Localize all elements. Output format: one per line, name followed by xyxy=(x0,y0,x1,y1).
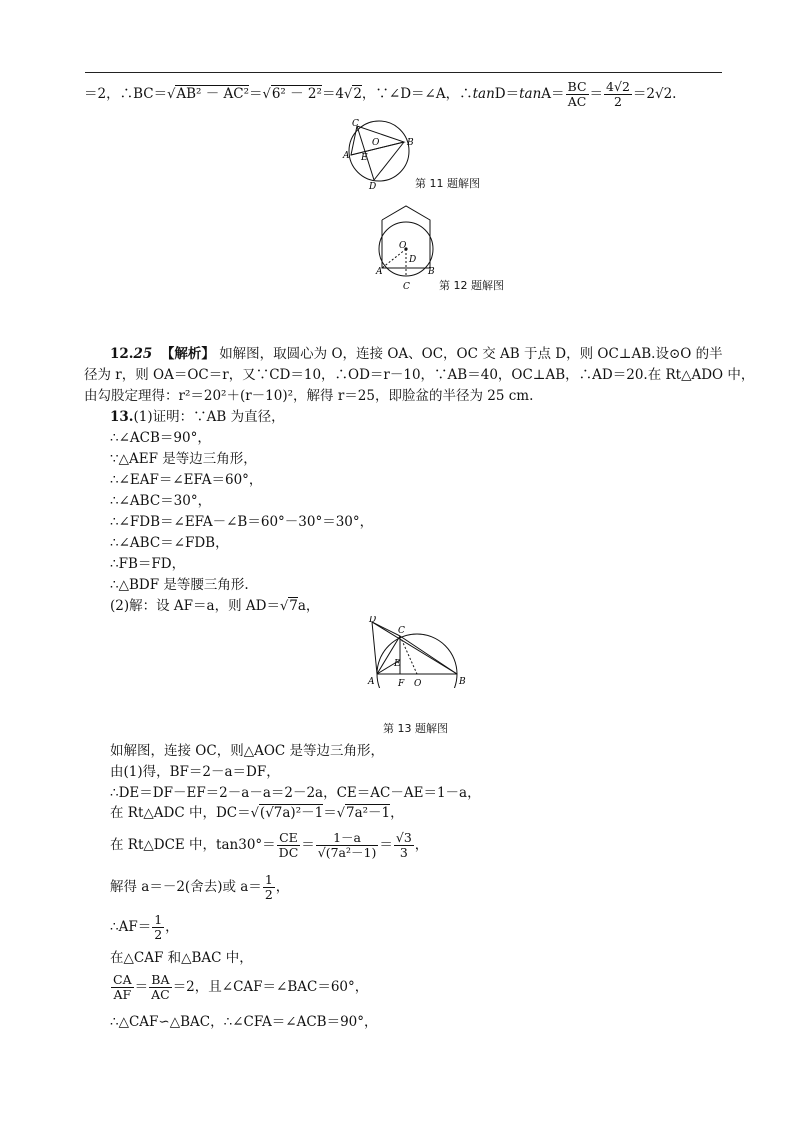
text: ＝ xyxy=(301,837,315,853)
text: ＝ xyxy=(249,86,263,102)
text: ， xyxy=(414,837,429,853)
fraction: $\frac{4√2}{2}$ xyxy=(606,79,630,109)
text: ， xyxy=(390,805,404,821)
proof-line: ∴∠ABC＝∠FDB， xyxy=(110,535,229,551)
proof-line: ∴∠ACB＝90°， xyxy=(110,430,211,446)
label-o: O xyxy=(399,241,407,251)
proof-line: ∴△BDF 是等腰三角形. xyxy=(110,577,249,593)
tan-text: tan xyxy=(472,86,495,102)
text: (2)解：设 AF＝a，则 AD＝ xyxy=(110,598,280,614)
proof-line: ∴∠FDB＝∠EFA－∠B＝60°－30°＝30°， xyxy=(110,514,374,530)
sqrt-sign: √ xyxy=(262,87,271,102)
q12-line-1 xyxy=(110,344,723,364)
text: ＝2，且∠CAF＝∠BAC＝60°， xyxy=(172,979,369,995)
sqrt-sign: √ xyxy=(167,87,176,102)
figure-13 xyxy=(364,616,470,688)
solution-line: 在△CAF 和△BAC 中， xyxy=(110,950,253,966)
q12-line-2: 径为 r，则 OA＝OC＝r，又∵CD＝10，∴OD＝r－10，∵AB＝40，OC⊥AB，∴AD＝20.在 Rt△ADO 中， xyxy=(84,367,755,383)
fraction: $\frac{√3}{3}$ xyxy=(395,830,412,860)
q13-part2-head: (2)解：设 AF＝a，则 AD＝√7a， xyxy=(110,598,320,614)
sqrt-body: AB² － AC² xyxy=(176,86,250,102)
text: ＝2，∴BC＝ xyxy=(84,86,168,102)
text: ∴AF＝ xyxy=(110,919,152,935)
sqrt-body: 7a²－1 xyxy=(346,805,391,821)
proof-line: ∴∠EAF＝∠EFA＝60°， xyxy=(110,472,263,488)
text: ＝2√2. xyxy=(632,86,677,102)
answer: 25 xyxy=(133,346,153,362)
text: 在 Rt△ADC 中，DC＝ xyxy=(110,805,251,821)
tan-text: tan xyxy=(519,86,542,102)
question-number: 13. xyxy=(110,409,134,425)
header-rule xyxy=(85,72,722,73)
figure-11-caption: 第 11 题解图 xyxy=(415,177,480,190)
figure-13-caption: 第 13 题解图 xyxy=(383,722,448,735)
solution-line: 如解图，连接 OC，则△AOC 是等边三角形， xyxy=(110,743,385,759)
text: ＝ xyxy=(379,837,393,853)
text: ， xyxy=(165,919,179,935)
figure-12-caption: 第 12 题解图 xyxy=(439,279,504,292)
figure-12 xyxy=(372,202,438,292)
label-d: D xyxy=(369,616,377,625)
fraction: $\frac{CE}{DC}$ xyxy=(278,830,299,860)
label-c: C xyxy=(352,119,359,129)
text: ＝4 xyxy=(321,86,345,102)
solution-line-solve xyxy=(110,872,289,902)
label-c: C xyxy=(403,282,410,292)
fraction: $\frac{1-a}{\text{√(7a²－1)}}$ xyxy=(317,830,377,860)
label-b: B xyxy=(459,677,466,687)
label-a: A xyxy=(376,267,383,277)
line-da xyxy=(372,622,377,674)
label-d: D xyxy=(409,255,417,265)
q13-head xyxy=(110,407,285,427)
label-e: E xyxy=(361,153,368,163)
proof-line: ∵△AEF 是等边三角形， xyxy=(110,451,257,467)
solution-line-af xyxy=(110,912,179,942)
figure-11 xyxy=(340,118,420,190)
label-d: D xyxy=(369,182,377,190)
solution-line: 由(1)得，BF＝2－a＝DF， xyxy=(110,764,280,780)
text: 解得 a＝－2(舍去)或 a＝ xyxy=(110,879,262,895)
text: ，∵∠D＝∠A，∴ xyxy=(361,86,473,102)
label-a: A xyxy=(343,151,350,161)
solution-line-ratio xyxy=(110,972,368,1002)
label-f: F xyxy=(398,679,405,688)
solution-line-dc: 在 Rt△ADC 中，DC＝√(√7a)²－1＝√7a²－1， xyxy=(110,805,404,821)
text: a， xyxy=(297,598,320,614)
label-a: A xyxy=(368,677,375,687)
text: D＝ xyxy=(494,86,520,102)
analysis-tag: 【解析】 xyxy=(160,346,215,362)
question-number: 12. xyxy=(110,346,134,362)
label-b: B xyxy=(407,138,414,148)
label-b: B xyxy=(428,267,435,277)
solution-line-tan xyxy=(110,830,428,860)
solution-line: ∴DE＝DF－EF＝2－a－a＝2－2a，CE＝AC－AE＝1－a， xyxy=(110,785,481,801)
top-equation-line: ＝2，∴BC＝√AB² － AC²＝√6² － 2²＝4√2，∵∠D＝∠A，∴tanD＝tanA＝ $\frac{BC}{AC}$ ＝ $\frac{4√2}{2}$ ＝2√2. xyxy=(84,79,677,109)
sqrt-body: (√7a)²－1 xyxy=(259,805,324,821)
text: 在 Rt△DCE 中，tan30°＝ xyxy=(110,837,276,853)
label-o: O xyxy=(414,679,422,688)
sqrt-body: 7 xyxy=(289,598,298,614)
sqrt-body: 2 xyxy=(353,86,362,102)
line-oa xyxy=(382,249,406,268)
label-e: E xyxy=(394,659,401,669)
text: ＝ xyxy=(134,979,149,995)
line-db xyxy=(372,622,457,674)
text: ， xyxy=(275,879,290,895)
text: ＝ xyxy=(323,805,337,821)
fraction: $\frac{1}{2}$ xyxy=(264,872,273,902)
text: (1)证明：∵AB 为直径， xyxy=(133,409,285,425)
fraction: $\frac{BC}{AC}$ xyxy=(567,79,587,109)
fraction: $\frac{BA}{AC}$ xyxy=(151,972,170,1002)
label-c: C xyxy=(398,626,405,636)
sqrt-sign: √ xyxy=(344,87,353,102)
text: 如解图，取圆心为 O，连接 OA、OC，OC 交 AB 于点 D，则 OC⊥AB.设⊙O 的半 xyxy=(219,346,723,362)
label-o: O xyxy=(372,138,380,148)
proof-line: ∴∠ABC＝30°， xyxy=(110,493,212,509)
proof-line: ∴FB＝FD， xyxy=(110,556,186,572)
text: A＝ xyxy=(541,86,565,102)
solution-line: ∴△CAF∽△BAC，∴∠CFA＝∠ACB＝90°， xyxy=(110,1014,378,1030)
fraction: $\frac{1}{2}$ xyxy=(154,912,163,942)
q12-line-3: 由勾股定理得：r²＝20²＋(r－10)²，解得 r＝25，即脸盆的半径为 25 cm. xyxy=(84,388,534,404)
sqrt-body: 6² － 2² xyxy=(271,86,322,102)
fraction: $\frac{CA}{AF}$ xyxy=(113,972,132,1002)
